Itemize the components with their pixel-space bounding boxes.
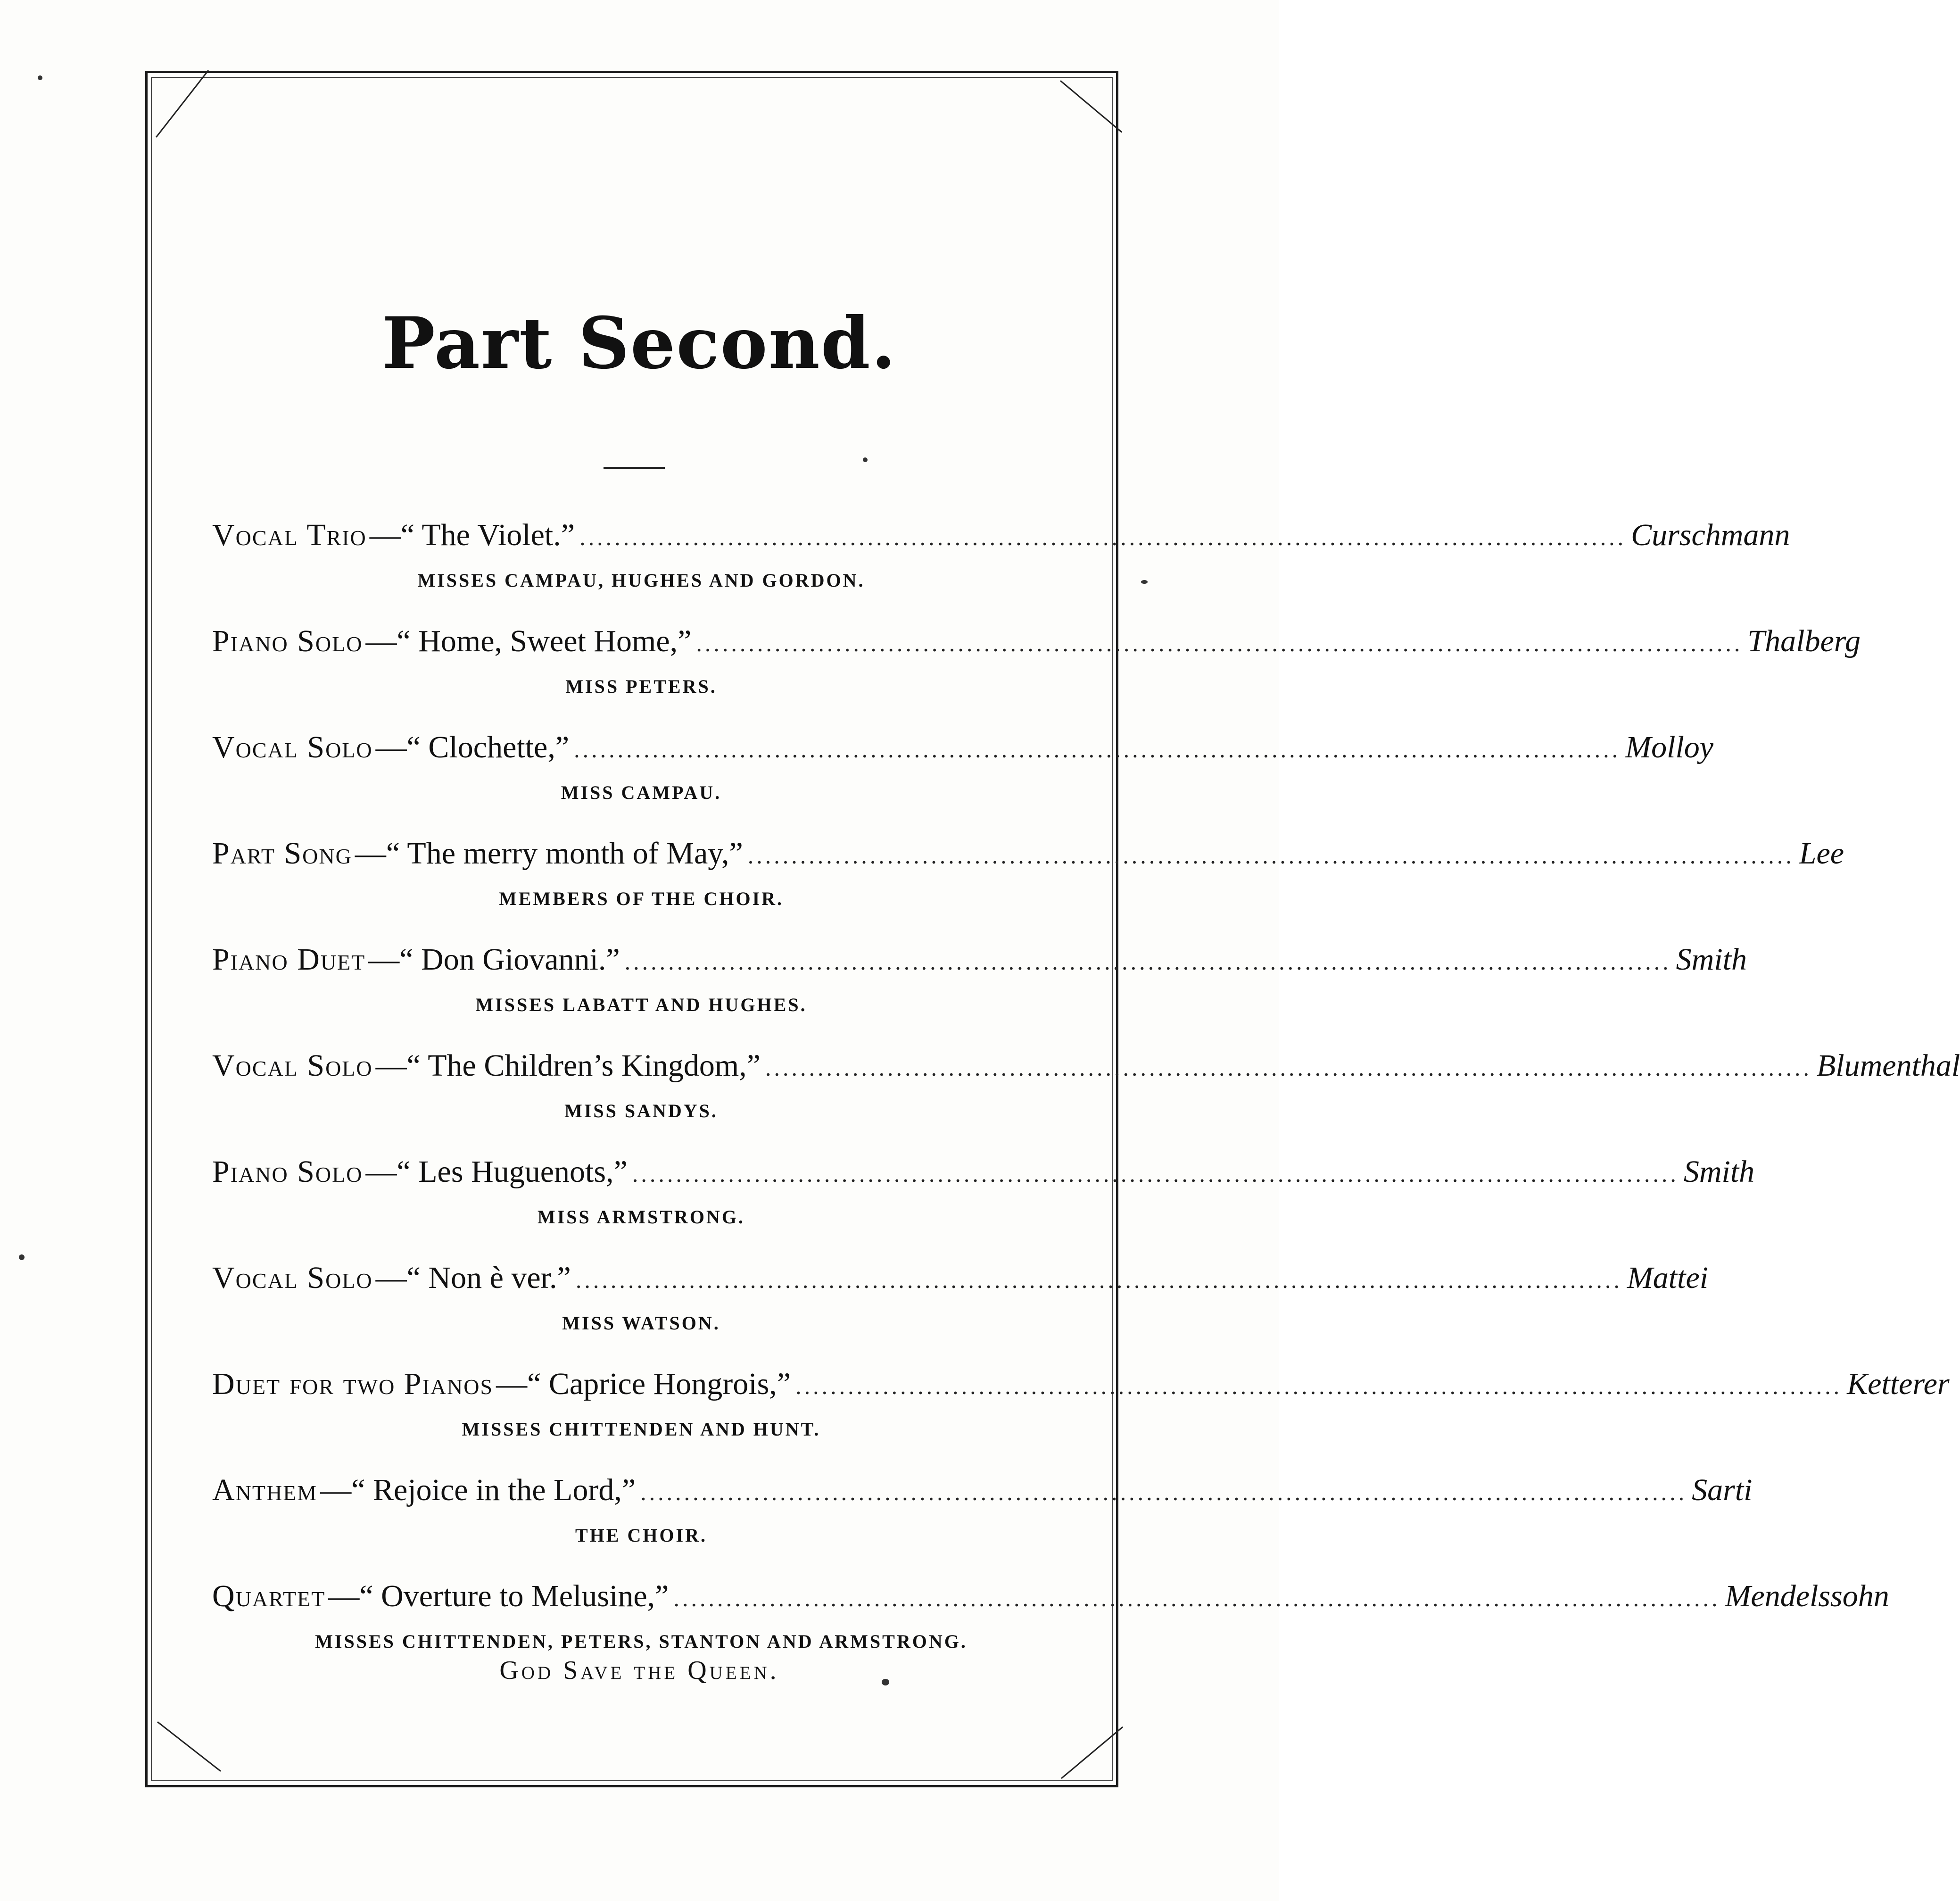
item-kind: Part Song <box>212 836 352 871</box>
dot-leader: ........................................................................................................................ <box>579 524 1627 550</box>
program-line <box>212 726 1714 771</box>
item-composer: Curschmann <box>1631 518 1790 552</box>
program-line <box>212 514 1790 558</box>
dot-leader: ........................................................................................................................ <box>632 1161 1679 1187</box>
program-item <box>212 726 1714 832</box>
program-item <box>212 938 1747 1045</box>
program-item <box>212 832 1844 938</box>
program-item <box>212 1363 1950 1469</box>
item-kind: Duet for two Pianos <box>212 1367 494 1401</box>
item-piece: —“ Overture to Melusine,” <box>328 1579 669 1613</box>
item-piece: —“ Clochette,” <box>375 730 570 764</box>
item-performers: MISS PETERS. <box>565 676 717 697</box>
item-kind: Vocal Solo <box>212 1048 373 1083</box>
dot-leader: ........................................................................................................................ <box>673 1585 1720 1611</box>
item-kind: Vocal Solo <box>212 730 373 764</box>
item-composer: Smith <box>1683 1154 1755 1189</box>
item-composer: Lee <box>1799 836 1844 871</box>
item-piece: —“ The merry month of May,” <box>355 836 743 871</box>
item-piece: —“ The Children’s Kingdom,” <box>375 1048 761 1083</box>
item-performers: THE CHOIR. <box>575 1525 708 1546</box>
item-composer: Sarti <box>1692 1473 1753 1507</box>
program-line <box>212 1045 1960 1089</box>
dot-leader: ........................................................................................................................ <box>747 842 1795 869</box>
item-composer: Smith <box>1676 942 1747 977</box>
item-performers: MISS ARMSTRONG. <box>537 1206 745 1228</box>
program-line <box>212 1363 1950 1407</box>
ink-speck <box>1141 580 1148 584</box>
dot-leader: ........................................................................................................................ <box>765 1054 1812 1081</box>
ink-speck <box>19 1254 25 1260</box>
program-line <box>212 938 1747 983</box>
item-performers: MISS WATSON. <box>562 1312 720 1334</box>
item-piece: —“ Don Giovanni.” <box>368 942 620 977</box>
program-line <box>212 1257 1709 1301</box>
program-list <box>212 514 1960 1681</box>
program-line <box>212 1469 1753 1513</box>
item-piece: —“ Home, Sweet Home,” <box>365 624 692 658</box>
title-rule <box>604 467 665 469</box>
closing-anthem: God Save the Queen. <box>499 1656 779 1685</box>
program-line <box>212 1151 1755 1195</box>
ink-speck <box>38 75 42 80</box>
dot-leader: ........................................................................................................................ <box>574 736 1621 763</box>
item-composer: Blumenthal <box>1816 1048 1960 1083</box>
item-piece: —“ Rejoice in the Lord,” <box>320 1473 636 1507</box>
item-performers: MEMBERS OF THE CHOIR. <box>498 888 784 909</box>
ink-speck <box>863 457 868 462</box>
item-composer: Mattei <box>1627 1261 1709 1295</box>
item-performers: MISSES LABATT AND HUGHES. <box>475 994 807 1015</box>
program-item <box>212 620 1861 726</box>
item-composer: Molloy <box>1625 730 1714 764</box>
dot-leader: ........................................................................................................................ <box>640 1479 1687 1505</box>
program-line <box>212 832 1844 877</box>
item-kind: Piano Duet <box>212 942 366 977</box>
item-performers: MISSES CAMPAU, HUGHES AND GORDON. <box>417 570 865 591</box>
item-piece: —“ The Violet.” <box>369 518 575 552</box>
item-composer: Thalberg <box>1747 624 1861 658</box>
dot-leader: ........................................................................................................................ <box>795 1373 1843 1399</box>
dot-leader: ........................................................................................................................ <box>624 948 1671 975</box>
program-item <box>212 1045 1960 1151</box>
item-performers: MISS SANDYS. <box>564 1100 718 1121</box>
item-kind: Vocal Solo <box>212 1261 373 1295</box>
page-title: Part Second. <box>382 302 897 385</box>
item-composer: Ketterer <box>1847 1367 1950 1401</box>
dot-leader: ........................................................................................................................ <box>696 630 1743 656</box>
item-performers: MISSES CHITTENDEN, PETERS, STANTON AND ARMSTRONG. <box>315 1631 968 1652</box>
item-piece: —“ Caprice Hongrois,” <box>496 1367 791 1401</box>
program-item <box>212 514 1790 620</box>
program-line <box>212 1575 1889 1619</box>
program-item <box>212 1257 1709 1363</box>
item-piece: —“ Les Huguenots,” <box>365 1154 628 1189</box>
item-kind: Anthem <box>212 1473 318 1507</box>
program-item <box>212 1151 1755 1257</box>
item-performers: MISS CAMPAU. <box>561 782 722 803</box>
dot-leader: ........................................................................................................................ <box>575 1267 1622 1293</box>
program-item <box>212 1469 1753 1575</box>
program-line <box>212 620 1861 664</box>
item-kind: Piano Solo <box>212 1154 363 1189</box>
item-piece: —“ Non è ver.” <box>375 1261 571 1295</box>
item-kind: Vocal Trio <box>212 518 367 552</box>
item-performers: MISSES CHITTENDEN AND HUNT. <box>462 1419 821 1440</box>
item-composer: Mendelssohn <box>1725 1579 1889 1613</box>
item-kind: Piano Solo <box>212 624 363 658</box>
item-kind: Quartet <box>212 1579 326 1613</box>
ink-speck <box>882 1679 889 1685</box>
